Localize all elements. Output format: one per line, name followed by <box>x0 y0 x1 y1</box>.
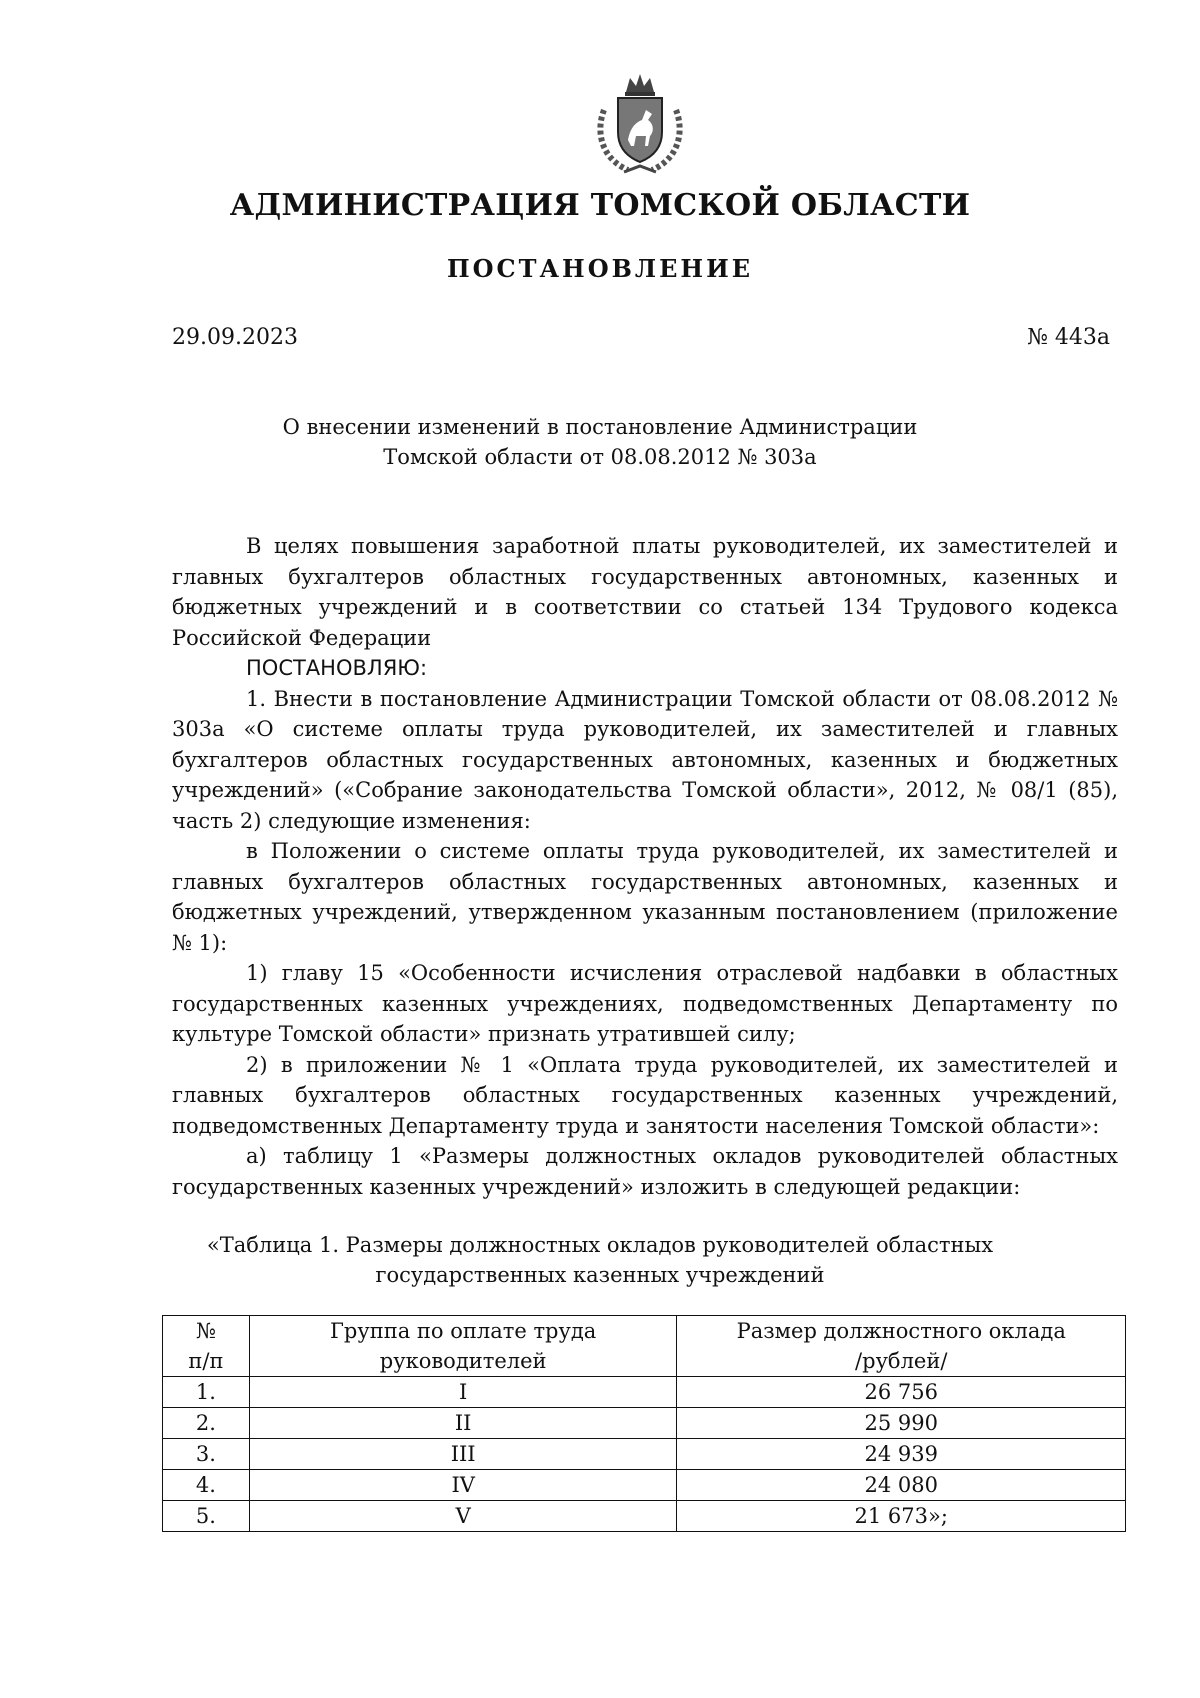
header-group-line-1: Группа по оплате труда <box>330 1319 597 1343</box>
row-salary: 24 080 <box>677 1470 1126 1501</box>
row-salary: 24 939 <box>677 1439 1126 1470</box>
subject-line-2: Томской области от 08.08.2012 № 303а <box>383 445 817 469</box>
table-title-line-2: государственных казенных учреждений <box>375 1263 825 1287</box>
row-salary: 25 990 <box>677 1408 1126 1439</box>
table-row <box>163 1501 1126 1532</box>
table-row <box>163 1408 1126 1439</box>
document-subject <box>0 412 1200 472</box>
salary-table <box>162 1315 1126 1532</box>
document-number: № 443а <box>1027 325 1110 350</box>
decree-word: ПОСТАНОВЛЯЮ: <box>246 656 428 680</box>
header-group <box>249 1316 677 1377</box>
document-date: 29.09.2023 <box>172 325 298 350</box>
table-header-row <box>163 1316 1126 1377</box>
organization-title: АДМИНИСТРАЦИЯ ТОМСКОЙ ОБЛАСТИ <box>229 188 971 223</box>
row-number: 3. <box>163 1439 250 1470</box>
row-salary: 26 756 <box>677 1377 1126 1408</box>
row-salary: 21 673»; <box>677 1501 1126 1532</box>
table-title <box>0 1230 1200 1290</box>
header-salary-line-2: /рублей/ <box>855 1349 948 1373</box>
paragraph-3: 1) главу 15 «Особенности исчисления отраслевой надбавки в областных государственных казенных учреждениях, подведомственных Департаменту по культуре Томской области» признать утратившей силу; <box>172 961 1118 1046</box>
preamble-paragraph: В целях повышения заработной платы руководителей, их заместителей и главных бухгалтеров областных государственных автономных, казенных и бюджетных учреждений и в соответствии со статьей 134 Трудового кодекса Российской Федерации <box>172 534 1118 650</box>
table-row <box>163 1439 1126 1470</box>
header-group-line-2: руководителей <box>379 1349 547 1373</box>
header-salary <box>677 1316 1126 1377</box>
header-salary-line-1: Размер должностного оклада <box>736 1319 1066 1343</box>
row-group: III <box>249 1439 677 1470</box>
row-number: 4. <box>163 1470 250 1501</box>
row-number: 5. <box>163 1501 250 1532</box>
document-body <box>172 531 1118 1202</box>
row-number: 1. <box>163 1377 250 1408</box>
paragraph-1: 1. Внести в постановление Администрации Томской области от 08.08.2012 № 303а «О системе оплаты труда руководителей, их заместителей и главных бухгалтеров областных государственных автономных, казенных и бюджетных учреждений» («Собрание законодательства Томской области», 2012, № 08/1 (85), часть 2) следующие изменения: <box>172 686 1118 833</box>
table-row <box>163 1470 1126 1501</box>
paragraph-5: а) таблицу 1 «Размеры должностных окладов руководителей областных государственных казенных учреждений» изложить в следующей редакции: <box>172 1144 1118 1199</box>
row-group: II <box>249 1408 677 1439</box>
header-number-line-2: п/п <box>188 1349 224 1373</box>
header-number-line-1: № <box>196 1319 216 1343</box>
tomsk-coat-of-arms-icon <box>590 70 690 180</box>
row-group: V <box>249 1501 677 1532</box>
document-type: ПОСТАНОВЛЕНИЕ <box>446 254 754 283</box>
paragraph-4: 2) в приложении № 1 «Оплата труда руководителей, их заместителей и главных бухгалтеров областных государственных казенных учреждений, подведомственных Департаменту труда и занятости населения Томской области»: <box>172 1052 1118 1138</box>
row-number: 2. <box>163 1408 250 1439</box>
paragraph-2: в Положении о системе оплаты труда руководителей, их заместителей и главных бухгалтеров областных государственных автономных, казенных и бюджетных учреждений, утвержденном указанным постановлением (приложение № 1): <box>172 839 1118 955</box>
row-group: I <box>249 1377 677 1408</box>
table-row <box>163 1377 1126 1408</box>
subject-line-1: О внесении изменений в постановление Администрации <box>282 415 918 439</box>
header-number <box>163 1316 250 1377</box>
table-title-line-1: «Таблица 1. Размеры должностных окладов руководителей областных <box>206 1233 994 1257</box>
row-group: IV <box>249 1470 677 1501</box>
